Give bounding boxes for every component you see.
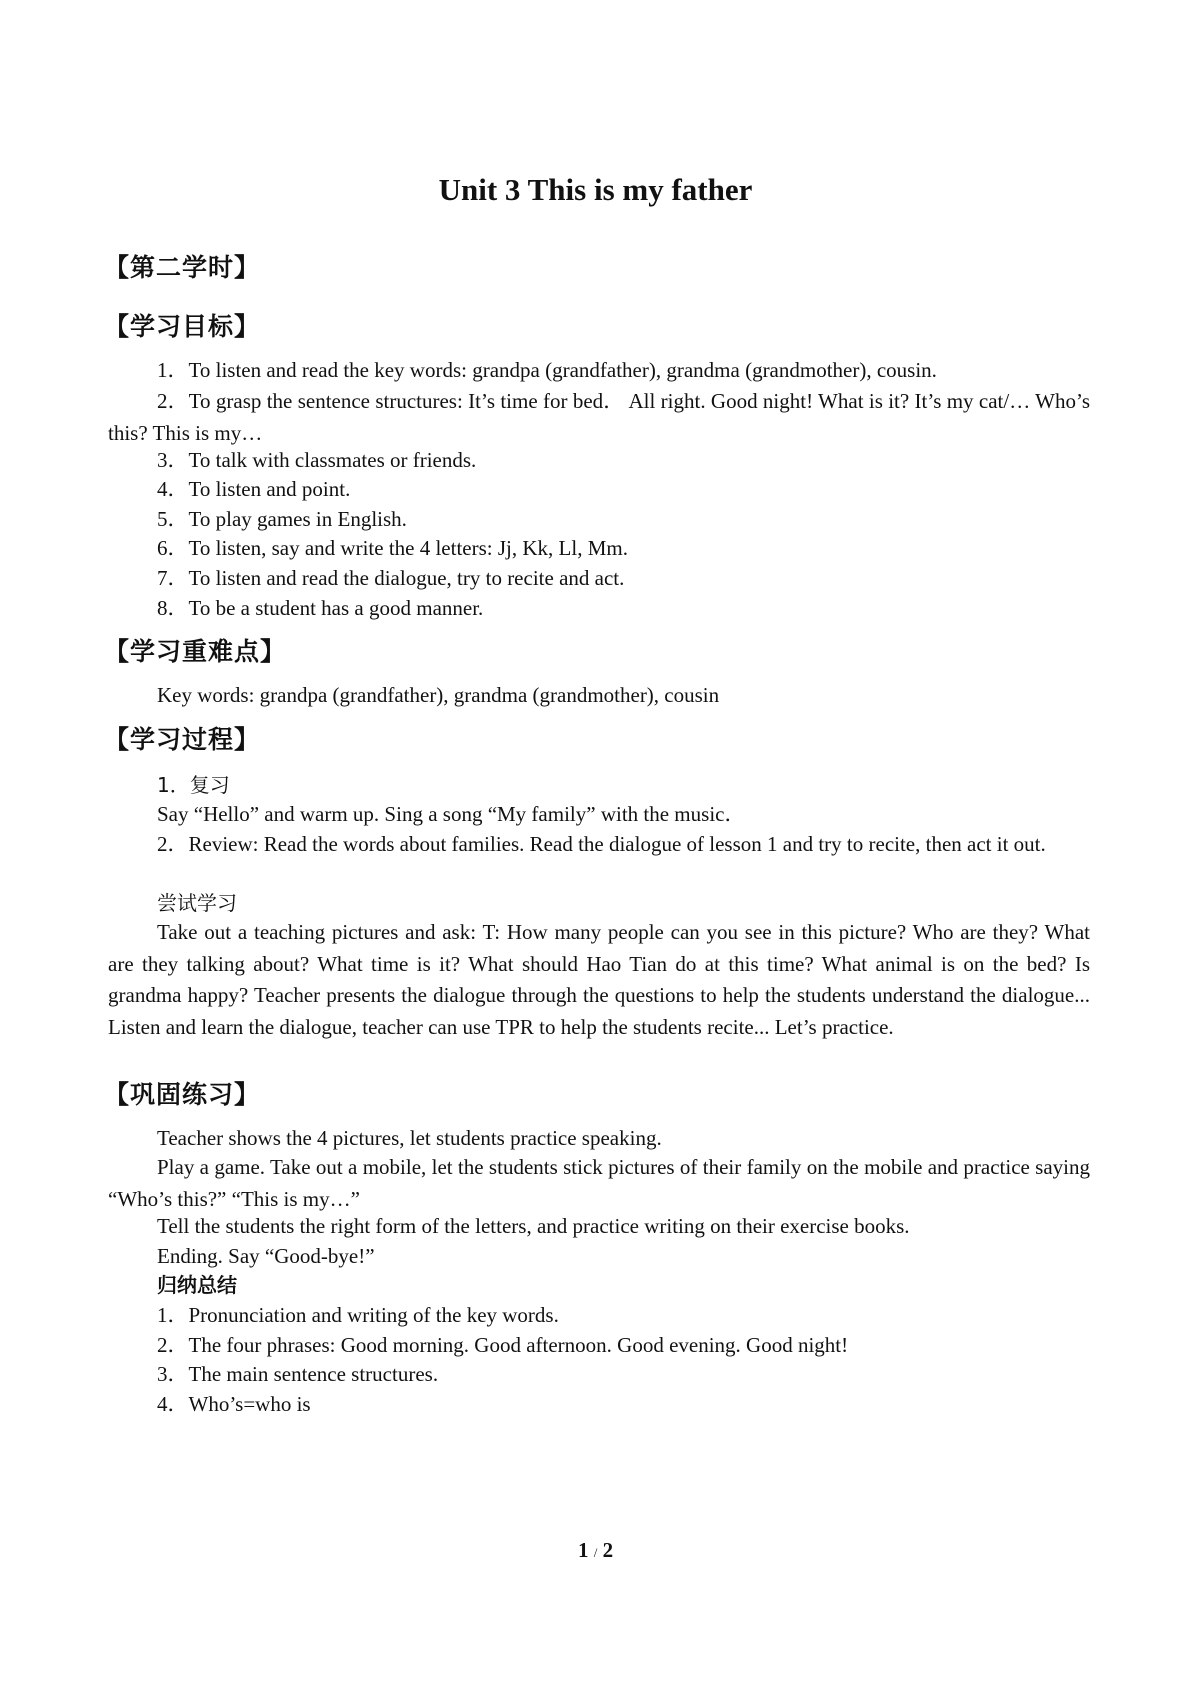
objective-item: 5．To play games in English. xyxy=(157,507,407,531)
heading-lesson: 【第二学时】 xyxy=(104,253,261,282)
objective-item: 4．To listen and point. xyxy=(157,477,351,501)
heading-practice: 【巩固练习】 xyxy=(104,1080,261,1109)
document-title: Unit 3 This is my father xyxy=(438,172,753,207)
heading-objectives: 【学习目标】 xyxy=(104,312,261,341)
process-try-text: Take out a teaching pictures and ask: T: How many people can you see in this picture? Who are they? What are they talking about? What time is it? What should Hao Tian do at this time? What animal is on the bed? Is grandma happy? Teacher presents the dialogue through the questions to help the students understand the dialogue... Listen and learn the dialogue, teacher can use TPR to help the students recite... Let’s practice. xyxy=(108,920,1090,1039)
practice-item: Tell the students the right form of the letters, and practice writing on their exercise books. xyxy=(157,1214,910,1238)
objective-item: 6．To listen, say and write the 4 letters: Jj, Kk, Ll, Mm. xyxy=(157,536,628,560)
page-current: 1 xyxy=(577,1538,589,1562)
objective-item: 3．To talk with classmates or friends. xyxy=(157,448,477,472)
key-points-text: Key words: grandpa (grandfather), grandma (grandmother), cousin xyxy=(157,683,720,707)
objective-item: 7．To listen and read the dialogue, try to recite and act. xyxy=(157,566,625,590)
summary-item: 2．The four phrases: Good morning. Good afternoon. Good evening. Good night! xyxy=(157,1333,849,1357)
process-try-label: 尝试学习 xyxy=(157,891,237,915)
objective-item: 2．To grasp the sentence structures: It’s time for bed． All right. Good night! What is it? It’s my cat/… Who’s this? This is my… xyxy=(108,389,1090,445)
page-number xyxy=(0,1538,1191,1563)
heading-process: 【学习过程】 xyxy=(104,725,261,754)
process-step1-text: Say “Hello” and warm up. Sing a song “My family” with the music． xyxy=(157,802,746,826)
process-step1-label: 1．复习 xyxy=(157,773,230,797)
summary-label: 归纳总结 xyxy=(157,1273,237,1297)
page-total: 2 xyxy=(602,1538,614,1562)
practice-item: Teacher shows the 4 pictures, let students practice speaking. xyxy=(157,1126,662,1150)
objective-item: 8．To be a student has a good manner. xyxy=(157,596,484,620)
summary-item: 4．Who’s=who is xyxy=(157,1392,311,1416)
summary-item: 1．Pronunciation and writing of the key words. xyxy=(157,1303,559,1327)
objective-item: 1．To listen and read the key words: grandpa (grandfather), grandma (grandmother), cousin. xyxy=(157,358,937,382)
practice-item: Ending. Say “Good-bye!” xyxy=(157,1244,375,1268)
heading-key-points: 【学习重难点】 xyxy=(104,637,287,666)
page-separator: / xyxy=(593,1545,598,1560)
process-step2-text: 2．Review: Read the words about families. Read the dialogue of lesson 1 and try to recite, then act it out. xyxy=(157,832,1046,856)
summary-item: 3．The main sentence structures. xyxy=(157,1362,439,1386)
practice-item: Play a game. Take out a mobile, let the students stick pictures of their family on the mobile and practice saying “Who’s this?” “This is my…” xyxy=(108,1155,1090,1211)
